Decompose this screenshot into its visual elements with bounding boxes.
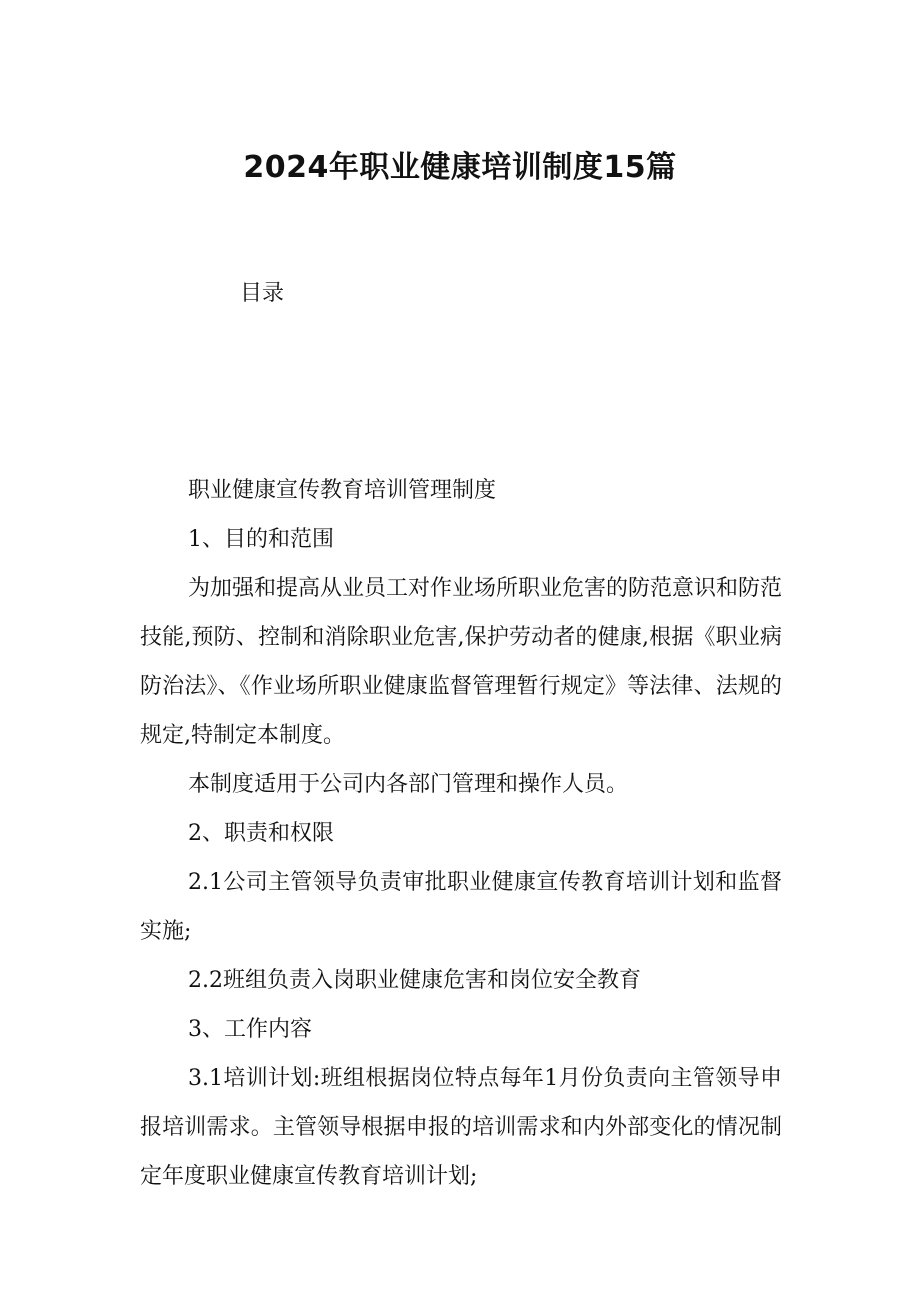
body-paragraph: 3.1培训计划:班组根据岗位特点每年1月份负责向主管领导申报培训需求。主管领导根据申报的培训需求和内外部变化的情况制定年度职业健康宣传教育培训计划; xyxy=(140,1066,782,1189)
body-paragraph: 为加强和提高从业员工对作业场所职业危害的防范意识和防范技能,预防、控制和消除职业危害,保护劳动者的健康,根据《职业病防治法》、《作业场所职业健康监督管理暂行规定》等法律、法规的规定,特制定本制度。 xyxy=(140,576,783,748)
section-heading: 职业健康宣传教育培训管理制度 xyxy=(188,478,497,503)
toc-label: 目录 xyxy=(240,281,285,306)
document-body xyxy=(140,466,782,1201)
section-heading: 2、职责和权限 xyxy=(188,821,334,846)
body-paragraph: 本制度适用于公司内各部门管理和操作人员。 xyxy=(188,772,629,797)
document-title: 2024年职业健康培训制度15篇 xyxy=(243,150,677,185)
section-heading: 3、工作内容 xyxy=(188,1017,312,1042)
section-heading: 1、目的和范围 xyxy=(188,527,334,552)
body-paragraph: 2.1公司主管领导负责审批职业健康宣传教育培训计划和监督实施; xyxy=(140,870,782,944)
body-paragraph: 2.2班组负责入岗职业健康危害和岗位安全教育 xyxy=(188,968,641,993)
